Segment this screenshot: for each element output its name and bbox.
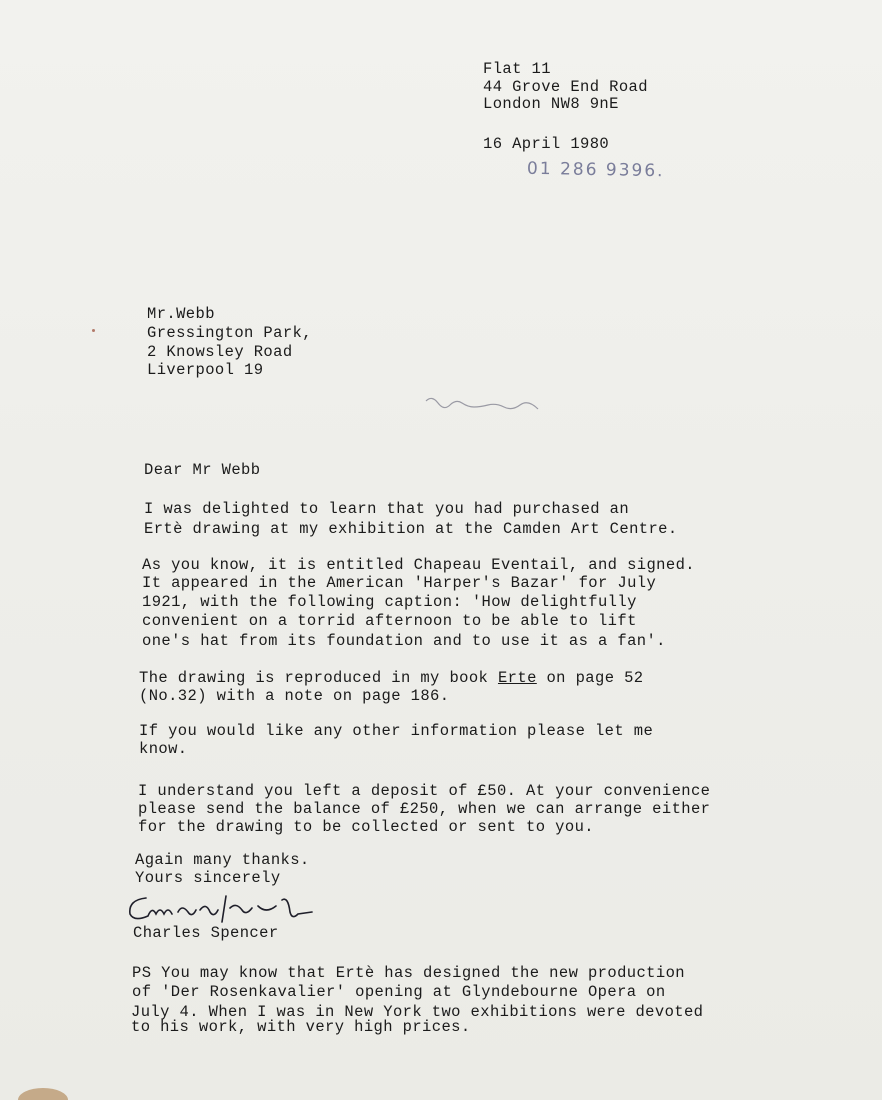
book-reference-text: The drawing is reproduced in my book bbox=[139, 669, 498, 687]
book-title: Erte bbox=[497, 669, 537, 687]
book-reference-page: on page 52 bbox=[536, 669, 644, 687]
recipient-line-2: Gressington Park, bbox=[147, 324, 312, 342]
paragraph-line bbox=[139, 669, 644, 687]
handwritten-phone-number: 01 286 9396. bbox=[526, 158, 665, 182]
postscript-line: July 4. When I was in New York two exhibitions were devoted bbox=[131, 1003, 704, 1021]
paragraph-line: (No.32) with a note on page 186. bbox=[139, 687, 450, 705]
recipient-line-3: 2 Knowsley Road bbox=[147, 343, 293, 361]
closing-line: Yours sincerely bbox=[135, 869, 281, 887]
paragraph-line: 1921, with the following caption: 'How delightfully bbox=[142, 593, 637, 611]
recipient-line-1: Mr.Webb bbox=[147, 305, 215, 323]
sender-address-line-3: London NW8 9nE bbox=[483, 95, 619, 113]
postscript-line: to his work, with very high prices. bbox=[131, 1018, 471, 1036]
paragraph-line: As you know, it is entitled Chapeau Eventail, and signed. bbox=[142, 556, 695, 574]
paragraph-line: for the drawing to be collected or sent to you. bbox=[138, 818, 594, 836]
paragraph-line: Ertè drawing at my exhibition at the Camden Art Centre. bbox=[144, 520, 678, 538]
paragraph-line: I was delighted to learn that you had purchased an bbox=[144, 500, 630, 518]
paragraph-line: I understand you left a deposit of £50. At your convenience bbox=[138, 782, 711, 800]
handwritten-signature bbox=[126, 892, 316, 926]
paper-stain bbox=[18, 1088, 68, 1100]
postscript-line: of 'Der Rosenkavalier' opening at Glyndebourne Opera on bbox=[132, 983, 666, 1001]
letter-date: 16 April 1980 bbox=[483, 135, 610, 153]
sender-address-line-2: 44 Grove End Road bbox=[483, 78, 648, 96]
sender-address-line-1: Flat 11 bbox=[483, 60, 551, 78]
postscript-line: PS You may know that Ertè has designed the new production bbox=[132, 964, 685, 982]
paragraph-line: one's hat from its foundation and to use it as a fan'. bbox=[142, 632, 666, 650]
paper-speck bbox=[92, 329, 95, 332]
pencil-squiggle-mark bbox=[424, 393, 544, 417]
salutation: Dear Mr Webb bbox=[144, 461, 261, 479]
paragraph-line: convenient on a torrid afternoon to be able to lift bbox=[142, 612, 637, 630]
paragraph-line: please send the balance of £250, when we can arrange either bbox=[138, 800, 711, 818]
paragraph-line: know. bbox=[139, 740, 188, 758]
paragraph-line: If you would like any other information please let me bbox=[139, 722, 654, 740]
closing-line: Again many thanks. bbox=[135, 851, 310, 869]
recipient-line-4: Liverpool 19 bbox=[147, 361, 264, 379]
signatory-name: Charles Spencer bbox=[133, 924, 279, 942]
paragraph-line: It appeared in the American 'Harper's Bazar' for July bbox=[142, 574, 657, 592]
